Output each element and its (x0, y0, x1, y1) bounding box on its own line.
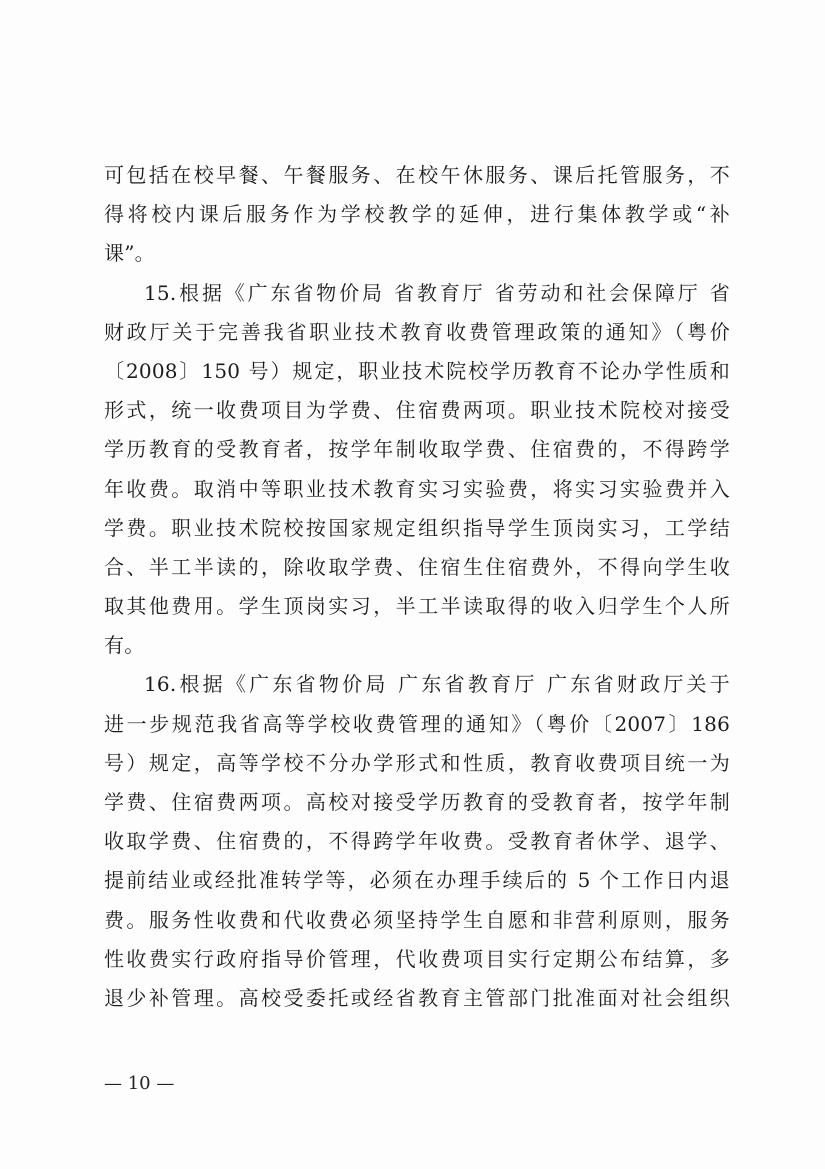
text-line: 有。 (104, 633, 145, 658)
text-line: 进一步规范我省高等学校收费管理的通知》（粤价〔2007〕186 (104, 711, 730, 736)
text-line: 课”。 (104, 241, 155, 266)
text-line: 取其他费用。学生顶岗实习，半工半读取得的收入归学生个人所 (104, 594, 730, 619)
text-line: 性收费实行政府指导价管理，代收费项目实行定期公布结算，多 (104, 946, 730, 971)
paragraph-16-start: 16.根据《广东省物价局 广东省教育厅 广东省财政厅关于 (144, 672, 730, 697)
text-line: 学费。职业技术院校按国家规定组织指导学生顶岗实习，工学结 (104, 515, 730, 540)
text-line: 收取学费、住宿费的，不得跨学年收费。受教育者休学、退学、 (104, 829, 730, 854)
paragraph-15-start: 15.根据《广东省物价局 省教育厅 省劳动和社会保障厅 省 (144, 280, 730, 305)
document-body (104, 156, 730, 1018)
text-line: 形式，统一收费项目为学费、住宿费两项。职业技术院校对接受 (104, 398, 730, 423)
page-number: — 10 — (104, 1073, 175, 1094)
text-line: 退少补管理。高校受委托或经省教育主管部门批准面对社会组织 (104, 985, 730, 1010)
text-line: 号）规定，高等学校不分办学形式和性质，教育收费项目统一为 (104, 750, 730, 775)
text-line: 费。服务性收费和代收费必须坚持学生自愿和非营利原则，服务 (104, 907, 730, 932)
text-line: 得将校内课后服务作为学校教学的延伸，进行集体教学或“补 (104, 202, 730, 227)
text-line: 财政厅关于完善我省职业技术教育收费管理政策的通知》（粤价 (104, 319, 730, 344)
text-line: 学历教育的受教育者，按学年制收取学费、住宿费的，不得跨学 (104, 437, 730, 462)
text-line: 〔2008〕150 号）规定，职业技术院校学历教育不论办学性质和 (104, 358, 730, 383)
text-line: 提前结业或经批准转学等，必须在办理手续后的 5 个工作日内退 (104, 868, 730, 893)
text-line: 年收费。取消中等职业技术教育实习实验费，将实习实验费并入 (104, 476, 730, 501)
text-line: 学费、住宿费两项。高校对接受学历教育的受教育者，按学年制 (104, 790, 730, 814)
text-line: 可包括在校早餐、午餐服务、在校午休服务、课后托管服务，不 (104, 163, 730, 187)
text-line: 合、半工半读的，除收取学费、住宿生住宿费外，不得向学生收 (104, 554, 730, 579)
